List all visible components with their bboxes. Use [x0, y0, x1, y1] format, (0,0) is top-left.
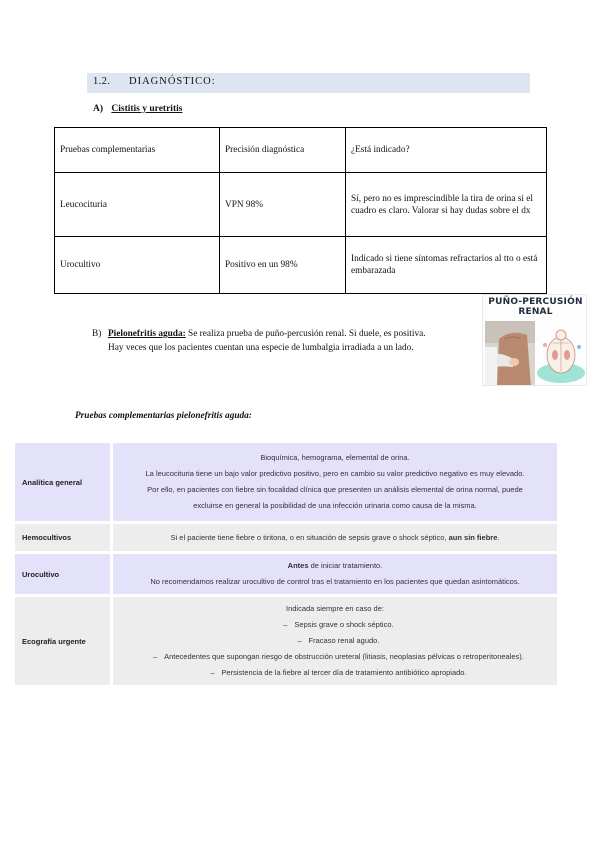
table-row	[55, 237, 547, 294]
illustration-title-line2: RENAL	[518, 307, 553, 317]
table-cell: Sí, pero no es imprescindible la tira de orina si el cuadro es claro. Valorar si hay dudas sobre el dx	[346, 173, 547, 237]
subsection-b-paragraph	[92, 327, 472, 355]
list-item: – Persistencia de la fiebre al tercer día de tratamiento antibiótico apropiado.	[113, 665, 557, 681]
row-content-urocultivo	[113, 554, 557, 594]
row-content-hemocultivos	[113, 524, 557, 551]
row-label-ecografia: Ecografía urgente	[15, 597, 110, 685]
list-item: – Fracaso renal agudo.	[113, 633, 557, 649]
subsection-b-text-line2: Hay veces que los pacientes cuentan una especie de lumbalgia irradiada a un lado.	[108, 343, 414, 353]
cistitis-tests-table	[54, 127, 547, 294]
subsection-b-letter: B)	[92, 329, 102, 339]
table-header-cell: Precisión diagnóstica	[220, 128, 346, 173]
section-number: 1.2.	[93, 76, 111, 87]
pielonefritis-tests-title: Pruebas complementarias pielonefritis aguda:	[75, 411, 252, 421]
hemocultivos-bold: aun sin fiebre	[446, 532, 498, 542]
urocultivo-line1-rest: de iniciar tratamiento.	[308, 561, 383, 570]
section-header	[87, 73, 530, 93]
subsection-a-title: Cistitis y uretritis	[111, 104, 183, 114]
table-header-cell: ¿Está indicado?	[346, 128, 547, 173]
table-row	[55, 173, 547, 237]
illustration-title-line1: PUÑO-PERCUSIÓN	[488, 297, 583, 307]
urocultivo-line2: No recomendamos realizar urocultivo de control tras el tratamiento en los pacientes que quedan asintomáticos.	[150, 577, 520, 586]
subsection-b-text-line1: Se realiza prueba de puño-percusión renal. Si duele, es positiva.	[185, 329, 426, 339]
table-row	[15, 597, 557, 685]
table-row	[15, 554, 557, 594]
hemocultivos-text: Si el paciente tiene fiebre o tiritona, o en situación de sepsis grave o shock séptico,	[170, 532, 447, 542]
analitica-line3: Por ello, en pacientes con fiebre sin focalidad clínica que presenten un análisis elemental de orina normal, puede	[147, 485, 523, 494]
urocultivo-line1	[113, 558, 557, 574]
row-label-analitica: Analítica general	[15, 443, 110, 521]
table-cell: Leucocituria	[55, 173, 220, 237]
hemocultivos-end: .	[497, 532, 500, 542]
row-content-ecografia	[113, 597, 557, 685]
subsection-a-heading	[93, 104, 182, 114]
table-cell: Indicado si tiene síntomas refractarios al tto o está embarazada	[346, 237, 547, 294]
dash-bullet: –	[297, 636, 302, 645]
table-cell: Positivo en un 98%	[220, 237, 346, 294]
table-row	[15, 443, 557, 521]
puno-percusion-illustration	[482, 294, 587, 386]
row-content-analitica	[113, 443, 557, 521]
table-cell: VPN 98%	[220, 173, 346, 237]
ecografia-intro: Indicada siempre en caso de:	[286, 604, 384, 613]
dash-bullet: –	[153, 652, 158, 661]
list-item: – Sepsis grave o shock séptico.	[113, 617, 557, 633]
table-header-cell: Pruebas complementarias	[55, 128, 220, 173]
analitica-line2: La leucocituria tiene un bajo valor predictivo positivo, pero en cambio su valor predictivo negativo es muy elevado.	[145, 469, 525, 478]
urocultivo-bold: Antes	[287, 561, 309, 570]
subsection-b-title: Pielonefritis aguda:	[108, 329, 186, 339]
analitica-line4: excluirse en general la posibilidad de una infección urinaria como causa de la misma.	[193, 501, 477, 510]
dash-bullet: –	[283, 620, 288, 629]
table-row	[15, 524, 557, 551]
list-item: – Antecedentes que supongan riesgo de obstrucción ureteral (litiasis, neoplasias pélvicas o retroperitoneales).	[113, 649, 557, 665]
section-title: DIAGNÓSTICO:	[129, 76, 216, 87]
table-cell: Urocultivo	[55, 237, 220, 294]
subsection-a-letter: A)	[93, 104, 104, 114]
row-label-hemocultivos: Hemocultivos	[15, 524, 110, 551]
dash-bullet: –	[210, 668, 215, 677]
pielonefritis-tests-table	[15, 440, 557, 688]
analitica-line1: Bioquímica, hemograma, elemental de orina.	[260, 453, 410, 462]
table-header-row	[55, 128, 547, 173]
row-label-urocultivo: Urocultivo	[15, 554, 110, 594]
exam-photo-icon	[483, 295, 587, 386]
